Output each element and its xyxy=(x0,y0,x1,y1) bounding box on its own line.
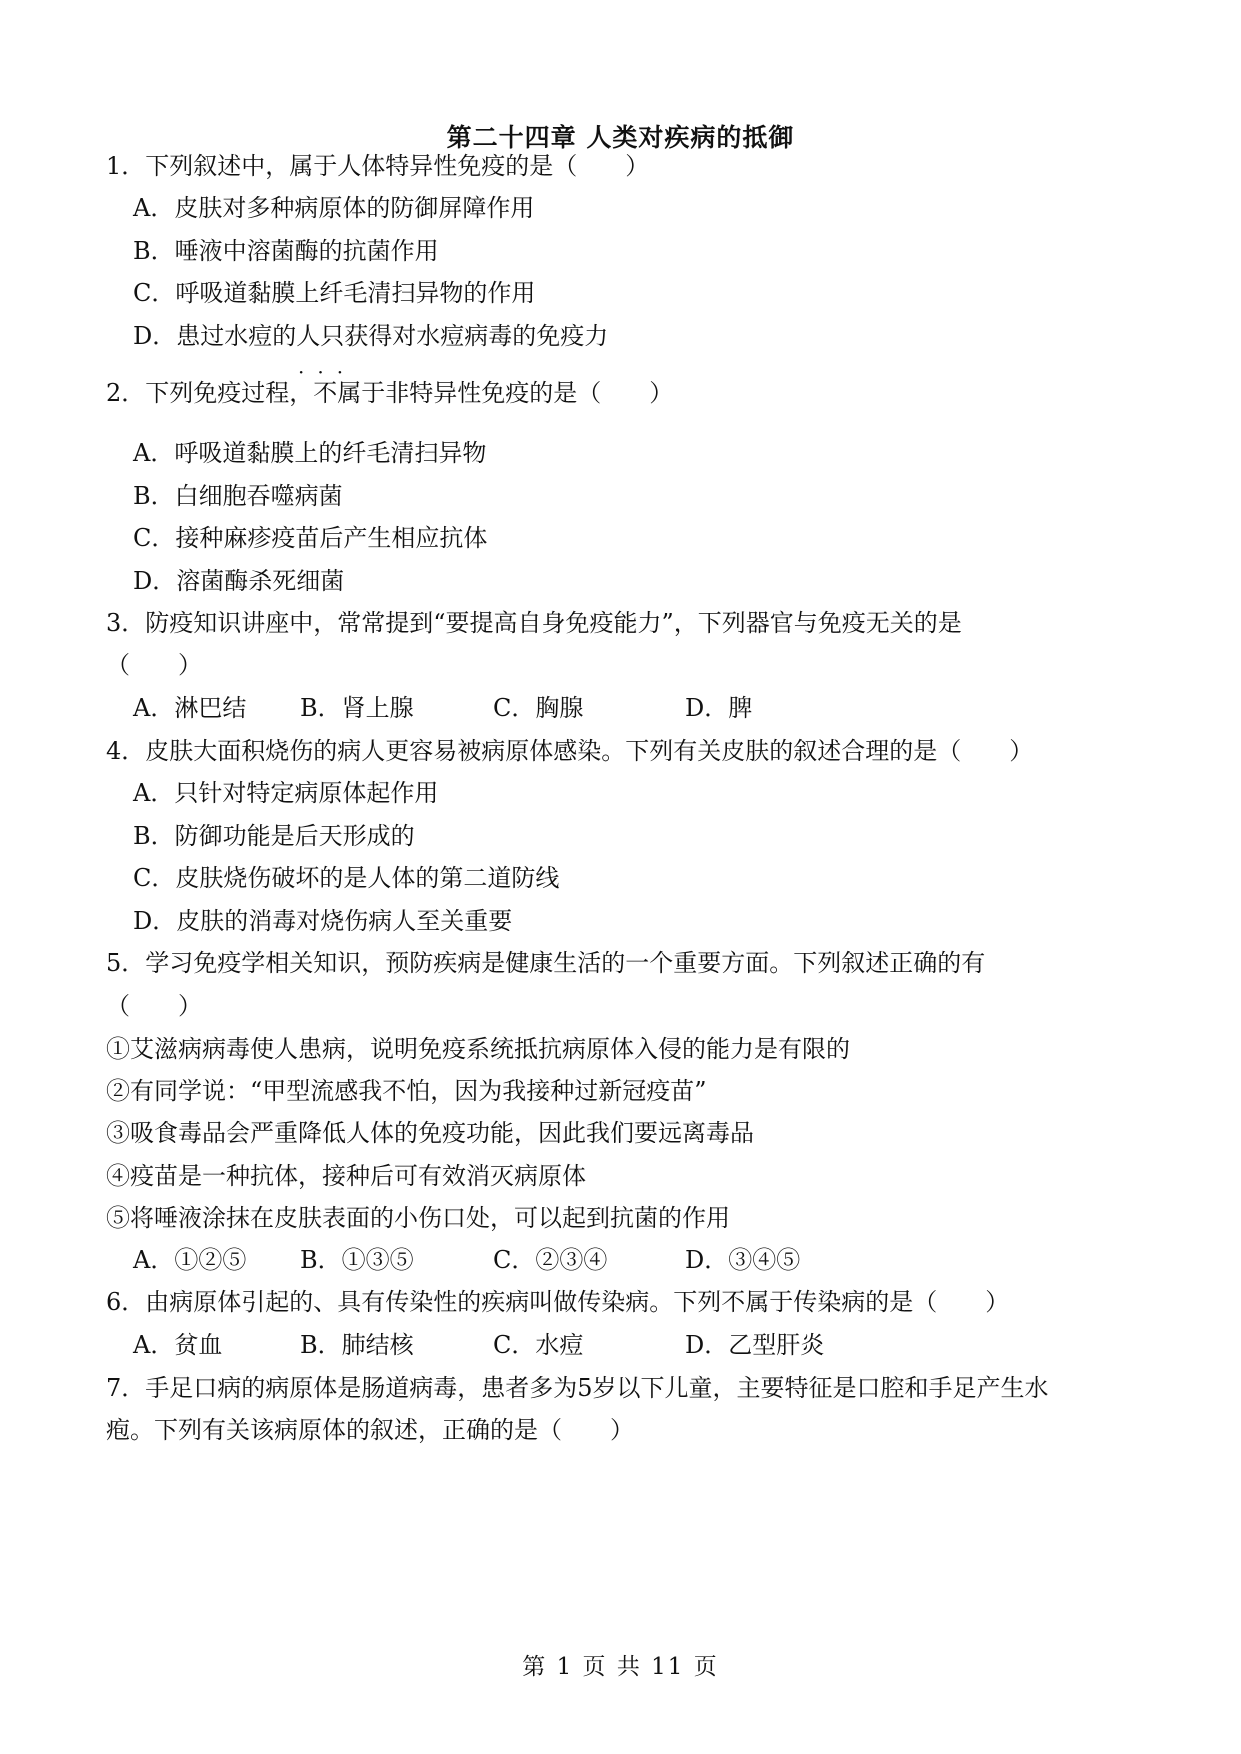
q4-stem: 4．皮肤大面积烧伤的病人更容易被病原体感染。下列有关皮肤的叙述合理的是（ ） xyxy=(106,737,1034,765)
q3-option-c: C．胸腺 xyxy=(493,694,584,722)
q5-stem: 5．学习免疫学相关知识，预防疾病是健康生活的一个重要方面。下列叙述正确的有 xyxy=(106,949,986,977)
page-footer: 第 1 页 共 11 页 xyxy=(522,1654,719,1680)
q1-option-c: C．呼吸道黏膜上纤毛清扫异物的作用 xyxy=(133,279,536,307)
q1-option-b: B．唾液中溶菌酶的抗菌作用 xyxy=(133,237,439,265)
q7-stem-line-1: 7．手足口病的病原体是肠道病毒，患者多为5岁以下儿童，主要特征是口腔和手足产生水 xyxy=(106,1374,1049,1402)
q5-option-c: C．②③④ xyxy=(493,1246,608,1274)
q3-answer-paren: （ ） xyxy=(106,651,202,679)
q2-option-d: D．溶菌酶杀死细菌 xyxy=(133,567,345,595)
q6-option-b: B．肺结核 xyxy=(300,1331,414,1359)
q4-option-c: C．皮肤烧伤破坏的是人体的第二道防线 xyxy=(133,864,560,892)
q2-stem: 2．下列免疫过程，不属于非特异性免疫的是（ ） xyxy=(106,379,674,407)
q6-option-d: D．乙型肝炎 xyxy=(685,1331,825,1359)
q1-stem: 1．下列叙述中，属于人体特异性免疫的是（ ） xyxy=(106,152,650,180)
q5-statement-2: ②有同学说：“甲型流感我不怕，因为我接种过新冠疫苗” xyxy=(106,1077,707,1105)
q7-stem-line-2: 疱。下列有关该病原体的叙述，正确的是（ ） xyxy=(106,1416,634,1444)
q3-option-a: A．淋巴结 xyxy=(133,694,247,722)
q3-options-row xyxy=(0,692,1241,724)
q3-stem: 3．防疫知识讲座中，常常提到“要提高自身免疫能力”，下列器官与免疫无关的是 xyxy=(106,609,962,637)
q5-statement-5: ⑤将唾液涂抹在皮肤表面的小伤口处，可以起到抗菌的作用 xyxy=(106,1204,730,1232)
chapter-title: 第二十四章 人类对疾病的抵御 xyxy=(446,123,795,152)
q6-options-row xyxy=(0,1329,1241,1361)
q5-option-a: A．①②⑤ xyxy=(133,1246,247,1274)
q4-option-a: A．只针对特定病原体起作用 xyxy=(133,779,439,807)
q6-stem: 6．由病原体引起的、具有传染性的疾病叫做传染病。下列不属于传染病的是（ ） xyxy=(106,1288,1010,1316)
q5-option-d: D．③④⑤ xyxy=(685,1246,801,1274)
q5-statement-1: ①艾滋病病毒使人患病，说明免疫系统抵抗病原体入侵的能力是有限的 xyxy=(106,1035,850,1063)
q2-option-a: A．呼吸道黏膜上的纤毛清扫异物 xyxy=(133,439,487,467)
q6-option-a: A．贫血 xyxy=(133,1331,223,1359)
q1-option-a: A．皮肤对多种病原体的防御屏障作用 xyxy=(133,194,535,222)
q1-option-d: D．患过水痘的人只获得对水痘病毒的免疫力 xyxy=(133,322,609,350)
q3-option-d: D．脾 xyxy=(685,694,753,722)
q5-options-row xyxy=(0,1244,1241,1276)
q5-option-b: B．①③⑤ xyxy=(300,1246,414,1274)
q5-statement-3: ③吸食毒品会严重降低人体的免疫功能，因此我们要远离毒品 xyxy=(106,1119,754,1147)
q2-option-b: B．白细胞吞噬病菌 xyxy=(133,482,343,510)
q4-option-b: B．防御功能是后天形成的 xyxy=(133,822,415,850)
q2-option-c: C．接种麻疹疫苗后产生相应抗体 xyxy=(133,524,488,552)
q5-statement-4: ④疫苗是一种抗体，接种后可有效消灭病原体 xyxy=(106,1162,586,1190)
q4-option-d: D．皮肤的消毒对烧伤病人至关重要 xyxy=(133,907,513,935)
q5-answer-paren: （ ） xyxy=(106,992,202,1020)
q3-option-b: B．肾上腺 xyxy=(300,694,414,722)
q2-emphasis-dots: ··· xyxy=(298,360,357,384)
q6-option-c: C．水痘 xyxy=(493,1331,584,1359)
